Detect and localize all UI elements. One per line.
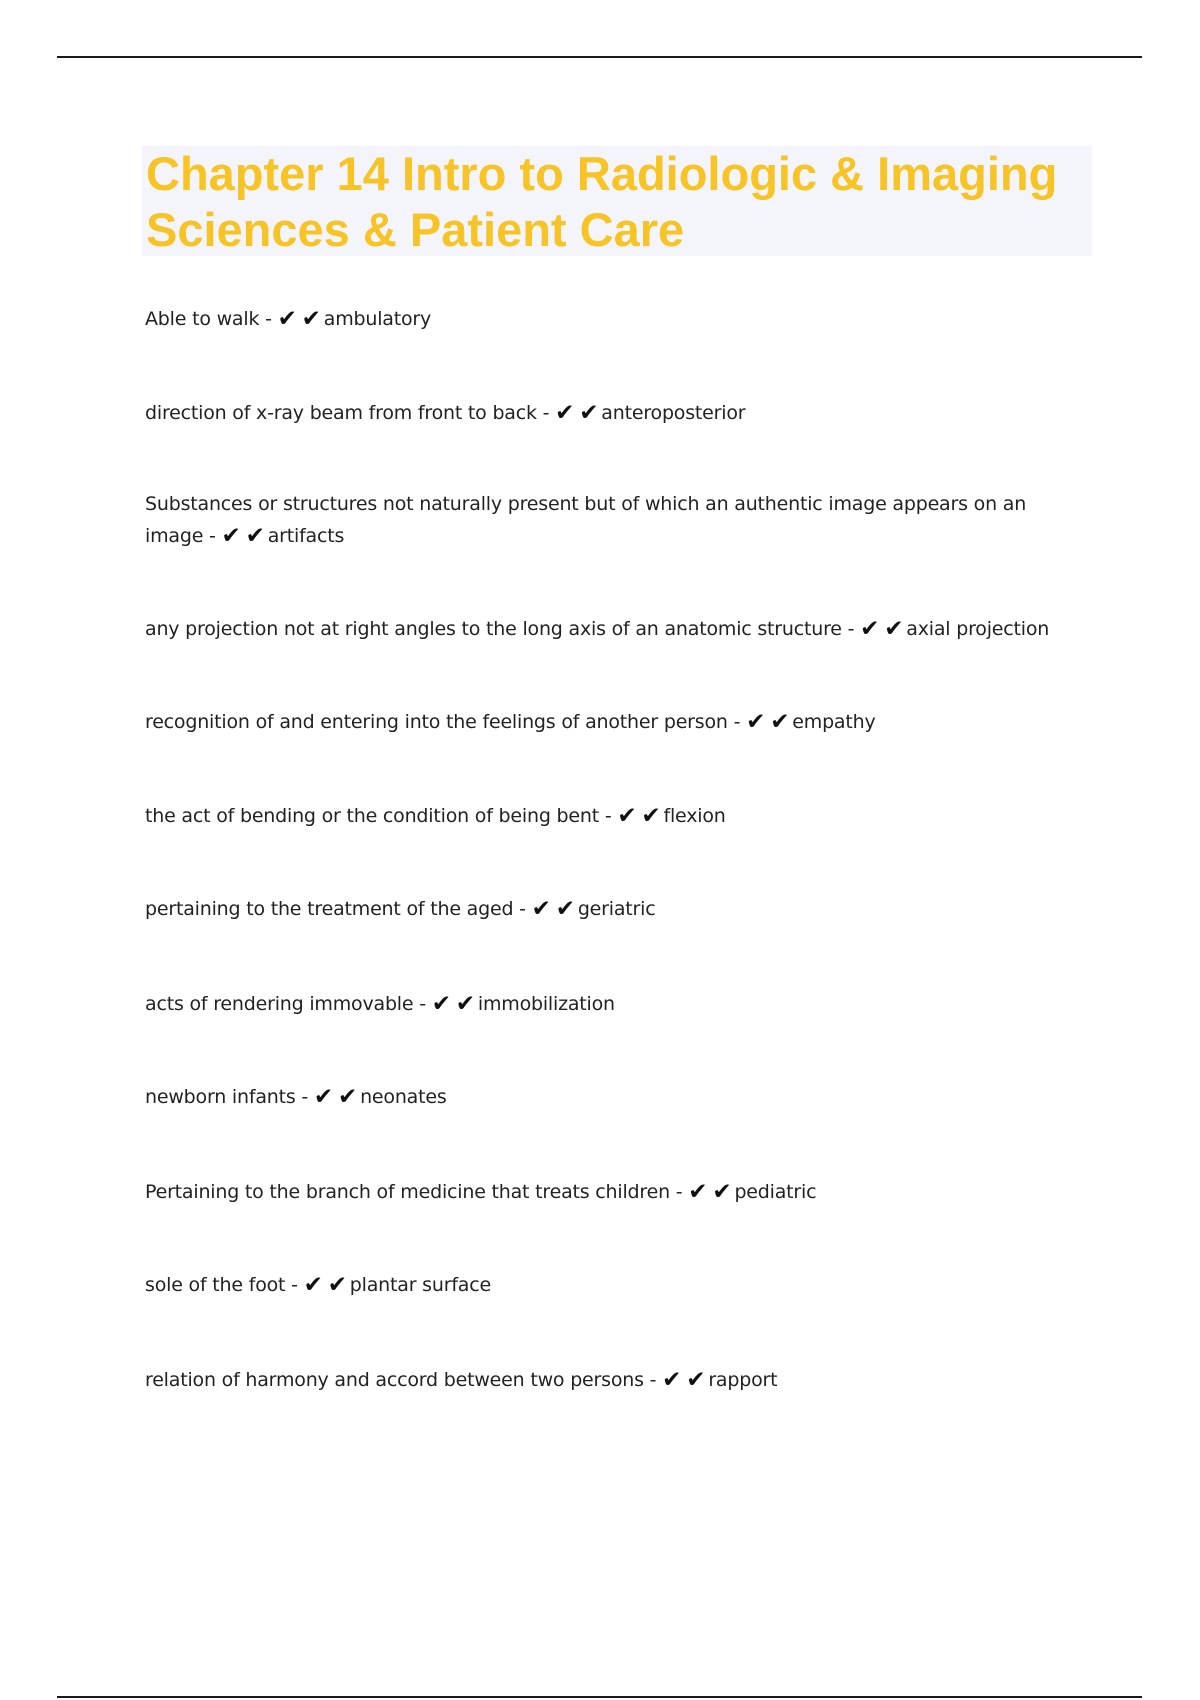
check-mark-icon: ✔ [686, 1367, 706, 1393]
entry-answer: axial projection [906, 618, 1050, 640]
flashcard-entry [145, 988, 1085, 1020]
check-mark-icon: ✔ [770, 709, 790, 735]
entry-answer: anteroposterior [601, 402, 746, 424]
entry-answer: flexion [663, 805, 726, 827]
entry-question: the act of bending or the condition of being bent - [145, 805, 612, 827]
entry-answer: artifacts [267, 525, 345, 547]
flashcard-entry [145, 1081, 1085, 1113]
check-mark-icon: ✔ [313, 1084, 333, 1110]
entry-question: direction of x-ray beam from front to back - [145, 402, 550, 424]
check-mark-icon: ✔ [688, 1179, 708, 1205]
check-mark-icon: ✔ [641, 803, 661, 829]
entry-question: Substances or structures not naturally present but of which an authentic image appears on an image - [145, 493, 1027, 547]
check-mark-icon: ✔ [337, 1084, 358, 1110]
check-mark-icon: ✔ [277, 306, 297, 332]
entry-question: Able to walk - [145, 308, 272, 330]
check-mark-icon: ✔ [327, 1272, 347, 1298]
entry-answer: empathy [792, 711, 876, 733]
entry-question: any projection not at right angles to the long axis of an anatomic structure - [145, 618, 855, 640]
flashcard-entry [145, 800, 1085, 832]
flashcard-entry [145, 1269, 1085, 1301]
page-title: Chapter 14 Intro to Radiologic & Imaging Sciences & Patient Care [146, 147, 1058, 256]
entry-answer: immobilization [477, 993, 615, 1015]
check-mark-icon: ✔ [303, 1272, 323, 1298]
check-mark-icon: ✔ [431, 991, 451, 1017]
entry-question: sole of the foot - [145, 1274, 298, 1296]
check-mark-icon: ✔ [245, 523, 265, 549]
check-mark-icon: ✔ [617, 803, 637, 829]
flashcard-entry [145, 303, 1085, 335]
check-mark-icon: ✔ [746, 709, 766, 735]
check-mark-icon: ✔ [301, 306, 321, 332]
entry-answer: ambulatory [323, 308, 432, 330]
entry-question: acts of rendering immovable - [145, 993, 426, 1015]
flashcard-entry [145, 1364, 1085, 1396]
check-mark-icon: ✔ [455, 991, 475, 1017]
check-mark-icon: ✔ [531, 896, 551, 922]
entry-answer: neonates [360, 1086, 447, 1108]
flashcard-entry [145, 706, 1085, 738]
entry-question: pertaining to the treatment of the aged - [145, 898, 526, 920]
entry-question: relation of harmony and accord between two persons - [145, 1369, 657, 1391]
entry-answer: geriatric [577, 898, 656, 920]
entry-question: newborn infants - [145, 1086, 309, 1108]
entry-answer: rapport [708, 1369, 778, 1391]
entry-question: Pertaining to the branch of medicine that treats children - [145, 1181, 683, 1203]
check-mark-icon: ✔ [555, 896, 575, 922]
check-mark-icon: ✔ [662, 1367, 682, 1393]
check-mark-icon: ✔ [712, 1179, 732, 1205]
check-mark-icon: ✔ [221, 523, 241, 549]
check-mark-icon: ✔ [555, 400, 575, 426]
flashcard-entry [145, 1176, 1085, 1208]
check-mark-icon: ✔ [884, 616, 904, 642]
flashcard-entry [145, 893, 1085, 925]
bottom-rule [57, 1696, 1142, 1698]
entry-answer: plantar surface [349, 1274, 491, 1296]
flashcard-entry [145, 397, 1085, 429]
flashcard-entry [145, 488, 1085, 552]
entry-answer: pediatric [734, 1181, 817, 1203]
entry-question: recognition of and entering into the feelings of another person - [145, 711, 741, 733]
check-mark-icon: ✔ [579, 400, 599, 426]
flashcard-entry [145, 613, 1085, 645]
top-rule [57, 56, 1142, 58]
check-mark-icon: ✔ [860, 616, 880, 642]
